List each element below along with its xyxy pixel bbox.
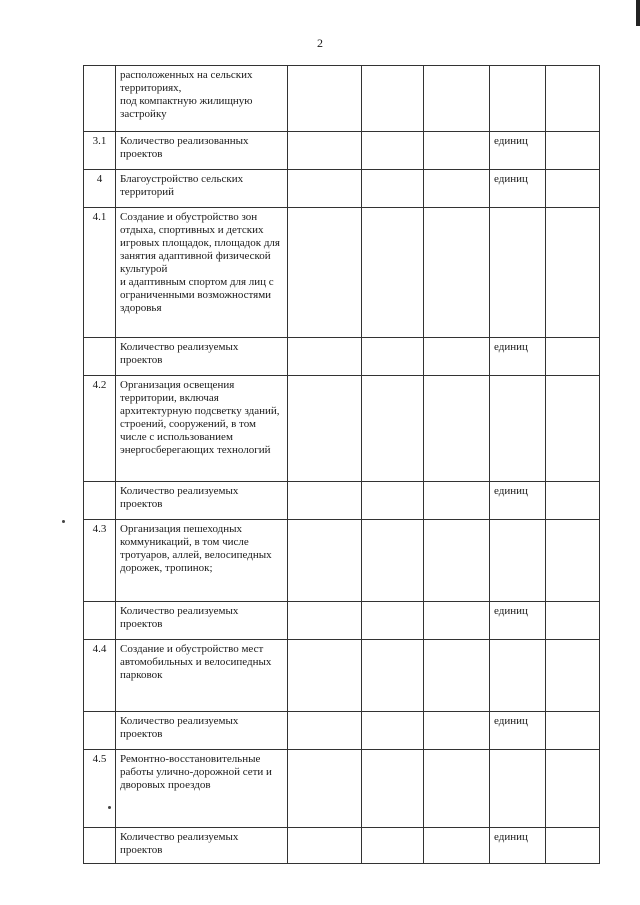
value-cell	[288, 170, 362, 208]
item-number	[84, 66, 116, 132]
value-cell	[362, 828, 424, 864]
value-cell	[362, 66, 424, 132]
item-number: 4.2	[84, 376, 116, 482]
value-cell	[288, 828, 362, 864]
indicator-name: Количество реализованных проектов	[116, 132, 288, 170]
scan-speck	[62, 520, 65, 523]
unit-cell: единиц	[490, 170, 546, 208]
table-row	[84, 712, 600, 750]
item-number	[84, 338, 116, 376]
indicator-name: Создание и обустройство зон отдыха, спортивных и детских игровых площадок, площадок для занятия адаптивной физической культурой и адаптивным спортом для лиц с ограниченными возможностями здоровья	[116, 208, 288, 338]
item-number: 4.1	[84, 208, 116, 338]
value-cell	[546, 712, 600, 750]
value-cell	[288, 482, 362, 520]
value-cell	[288, 640, 362, 712]
value-cell	[362, 376, 424, 482]
table-row	[84, 750, 600, 828]
indicator-name: Создание и обустройство мест автомобильных и велосипедных парковок	[116, 640, 288, 712]
indicator-name: Количество реализуемых проектов	[116, 338, 288, 376]
value-cell	[424, 338, 490, 376]
value-cell	[288, 602, 362, 640]
unit-cell: единиц	[490, 482, 546, 520]
item-number: 4	[84, 170, 116, 208]
value-cell	[362, 640, 424, 712]
value-cell	[362, 602, 424, 640]
value-cell	[546, 828, 600, 864]
value-cell	[424, 66, 490, 132]
item-number	[84, 602, 116, 640]
value-cell	[546, 750, 600, 828]
unit-cell: единиц	[490, 132, 546, 170]
page-number: 2	[317, 36, 323, 50]
value-cell	[424, 602, 490, 640]
value-cell	[424, 640, 490, 712]
value-cell	[288, 712, 362, 750]
table-row	[84, 520, 600, 602]
value-cell	[546, 640, 600, 712]
value-cell	[546, 338, 600, 376]
indicator-name: Количество реализуемых проектов	[116, 712, 288, 750]
unit-cell: единиц	[490, 602, 546, 640]
indicator-table	[83, 65, 600, 864]
indicator-name: Количество реализуемых проектов	[116, 482, 288, 520]
table-row	[84, 338, 600, 376]
item-number: 4.5	[84, 750, 116, 828]
table-row	[84, 376, 600, 482]
unit-cell: единиц	[490, 712, 546, 750]
value-cell	[424, 170, 490, 208]
value-cell	[288, 376, 362, 482]
value-cell	[362, 482, 424, 520]
value-cell	[424, 828, 490, 864]
table-row	[84, 132, 600, 170]
table-row	[84, 66, 600, 132]
indicator-name: Количество реализуемых проектов	[116, 828, 288, 864]
unit-cell: единиц	[490, 828, 546, 864]
unit-cell	[490, 208, 546, 338]
table-row	[84, 170, 600, 208]
scan-edge-mark	[636, 0, 640, 26]
indicator-name: Ремонтно-восстановительные работы улично-дорожной сети и дворовых проездов	[116, 750, 288, 828]
value-cell	[424, 750, 490, 828]
value-cell	[546, 520, 600, 602]
value-cell	[424, 520, 490, 602]
value-cell	[424, 132, 490, 170]
item-number: 3.1	[84, 132, 116, 170]
value-cell	[546, 482, 600, 520]
value-cell	[362, 712, 424, 750]
value-cell	[288, 66, 362, 132]
value-cell	[424, 376, 490, 482]
value-cell	[288, 338, 362, 376]
value-cell	[424, 482, 490, 520]
unit-cell	[490, 520, 546, 602]
item-number: 4.4	[84, 640, 116, 712]
indicator-name: Количество реализуемых проектов	[116, 602, 288, 640]
table-row	[84, 482, 600, 520]
indicator-name: Организация освещения территории, включая архитектурную подсветку зданий, строений, сооружений, в том числе с использованием энергосберегающих технологий	[116, 376, 288, 482]
value-cell	[546, 376, 600, 482]
table-row	[84, 828, 600, 864]
value-cell	[362, 170, 424, 208]
value-cell	[288, 520, 362, 602]
value-cell	[424, 208, 490, 338]
value-cell	[362, 132, 424, 170]
value-cell	[546, 66, 600, 132]
value-cell	[546, 602, 600, 640]
value-cell	[362, 520, 424, 602]
value-cell	[288, 750, 362, 828]
table-row	[84, 602, 600, 640]
value-cell	[362, 208, 424, 338]
table-row	[84, 640, 600, 712]
indicator-name: Организация пешеходных коммуникаций, в том числе тротуаров, аллей, велосипедных дорожек, тропинок;	[116, 520, 288, 602]
item-number	[84, 712, 116, 750]
unit-cell: единиц	[490, 338, 546, 376]
item-number	[84, 828, 116, 864]
value-cell	[288, 208, 362, 338]
item-number	[84, 482, 116, 520]
table-row	[84, 208, 600, 338]
unit-cell	[490, 66, 546, 132]
value-cell	[288, 132, 362, 170]
unit-cell	[490, 750, 546, 828]
unit-cell	[490, 376, 546, 482]
value-cell	[362, 750, 424, 828]
indicator-name: Благоустройство сельских территорий	[116, 170, 288, 208]
value-cell	[424, 712, 490, 750]
value-cell	[546, 170, 600, 208]
indicator-name: расположенных на сельских территориях, под компактную жилищную застройку	[116, 66, 288, 132]
value-cell	[546, 208, 600, 338]
value-cell	[546, 132, 600, 170]
value-cell	[362, 338, 424, 376]
unit-cell	[490, 640, 546, 712]
item-number: 4.3	[84, 520, 116, 602]
